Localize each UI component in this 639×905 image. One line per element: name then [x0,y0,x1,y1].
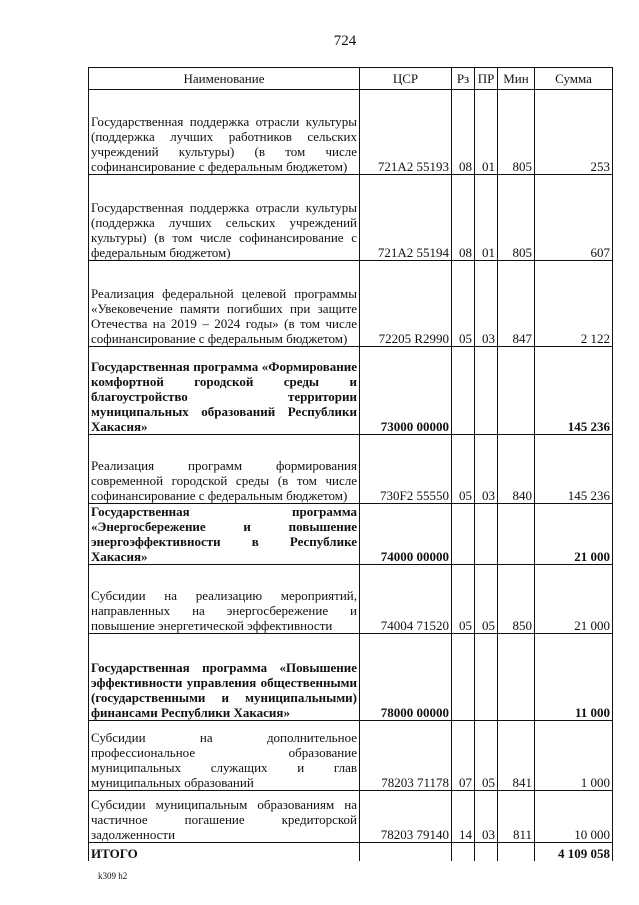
table-row-total [89,843,613,861]
header-sum: Сумма [535,68,613,90]
table-row [89,175,613,261]
row-pr [475,347,498,435]
header-csr: ЦСР [360,68,452,90]
total-blank [475,843,498,861]
row-sum: 253 [535,90,613,175]
table-header-row [89,68,613,90]
row-name: Государственная программа «Формирование комфортной городской среды и благоустройство территории муниципальных образований Республики Хакасия» [89,347,360,435]
table-row [89,261,613,347]
row-csr: 78203 71178 [360,721,452,791]
row-csr: 730F2 55550 [360,435,452,504]
row-csr: 78203 79140 [360,791,452,843]
total-blank [360,843,452,861]
footer-code: k309 h2 [98,871,128,881]
row-min: 841 [498,721,535,791]
row-name: Государственная программа «Повышение эффективности управления общественными (государственными и муниципальными) финансами Республики Хакасия» [89,634,360,721]
row-sum: 607 [535,175,613,261]
row-sum: 2 122 [535,261,613,347]
row-pr [475,634,498,721]
row-pr: 05 [475,565,498,634]
row-pr: 01 [475,175,498,261]
table-row [89,435,613,504]
row-sum: 145 236 [535,435,613,504]
header-rz: Рз [452,68,475,90]
total-sum: 4 109 058 [535,843,613,861]
row-csr: 74000 00000 [360,504,452,565]
row-min: 805 [498,175,535,261]
row-min: 850 [498,565,535,634]
row-rz [452,504,475,565]
row-min: 840 [498,435,535,504]
table-row-program [89,347,613,435]
page-number: 724 [333,33,357,49]
table-row-program [89,504,613,565]
row-csr: 721А2 55193 [360,90,452,175]
row-pr: 03 [475,435,498,504]
total-blank [452,843,475,861]
row-rz [452,347,475,435]
table-row [89,791,613,843]
row-csr: 78000 00000 [360,634,452,721]
row-sum: 21 000 [535,565,613,634]
row-sum: 1 000 [535,721,613,791]
row-name: Субсидии на дополнительное профессиональное образование муниципальных служащих и глав муниципальных образований [89,721,360,791]
header-min: Мин [498,68,535,90]
row-rz: 05 [452,435,475,504]
row-pr: 03 [475,261,498,347]
row-csr: 74004 71520 [360,565,452,634]
row-name: Государственная поддержка отрасли культуры (поддержка лучших сельских учреждений культуры) (в том числе софинансирование с федеральным бюджетом) [89,175,360,261]
row-sum: 21 000 [535,504,613,565]
row-sum: 145 236 [535,347,613,435]
table-row [89,565,613,634]
row-min: 805 [498,90,535,175]
row-rz [452,634,475,721]
row-min: 811 [498,791,535,843]
table-row-program [89,634,613,721]
row-name: Субсидии муниципальным образованиям на частичное погашение кредиторской задолженности [89,791,360,843]
row-rz: 08 [452,90,475,175]
row-pr: 03 [475,791,498,843]
row-csr: 73000 00000 [360,347,452,435]
total-label: ИТОГО [89,843,360,861]
row-pr: 01 [475,90,498,175]
row-rz: 05 [452,261,475,347]
table-row [89,90,613,175]
row-name: Государственная поддержка отрасли культуры (поддержка лучших работников сельских учреждений культуры) (в том числе софинансирование с федеральным бюджетом) [89,90,360,175]
row-sum: 10 000 [535,791,613,843]
row-min: 847 [498,261,535,347]
header-name: Наименование [89,68,360,90]
row-name: Реализация программ формирования современной городской среды (в том числе софинансирование с федеральным бюджетом) [89,435,360,504]
row-pr [475,504,498,565]
row-rz: 14 [452,791,475,843]
total-blank [498,843,535,861]
row-sum: 11 000 [535,634,613,721]
row-name: Государственная программа «Энергосбережение и повышение энергоэффективности в Республике Хакасия» [89,504,360,565]
row-min [498,634,535,721]
table-row [89,721,613,791]
row-min [498,504,535,565]
row-name: Реализация федеральной целевой программы «Увековечение памяти погибших при защите Отечества на 2019 – 2024 годы» (в том числе софинансирование с федеральным бюджетом) [89,261,360,347]
row-rz: 05 [452,565,475,634]
row-min [498,347,535,435]
row-csr: 721А2 55194 [360,175,452,261]
budget-table [88,67,613,861]
row-rz: 07 [452,721,475,791]
row-name: Субсидии на реализацию мероприятий, направленных на энергосбережение и повышение энергетической эффективности [89,565,360,634]
row-csr: 72205 R2990 [360,261,452,347]
header-pr: ПР [475,68,498,90]
row-rz: 08 [452,175,475,261]
row-pr: 05 [475,721,498,791]
